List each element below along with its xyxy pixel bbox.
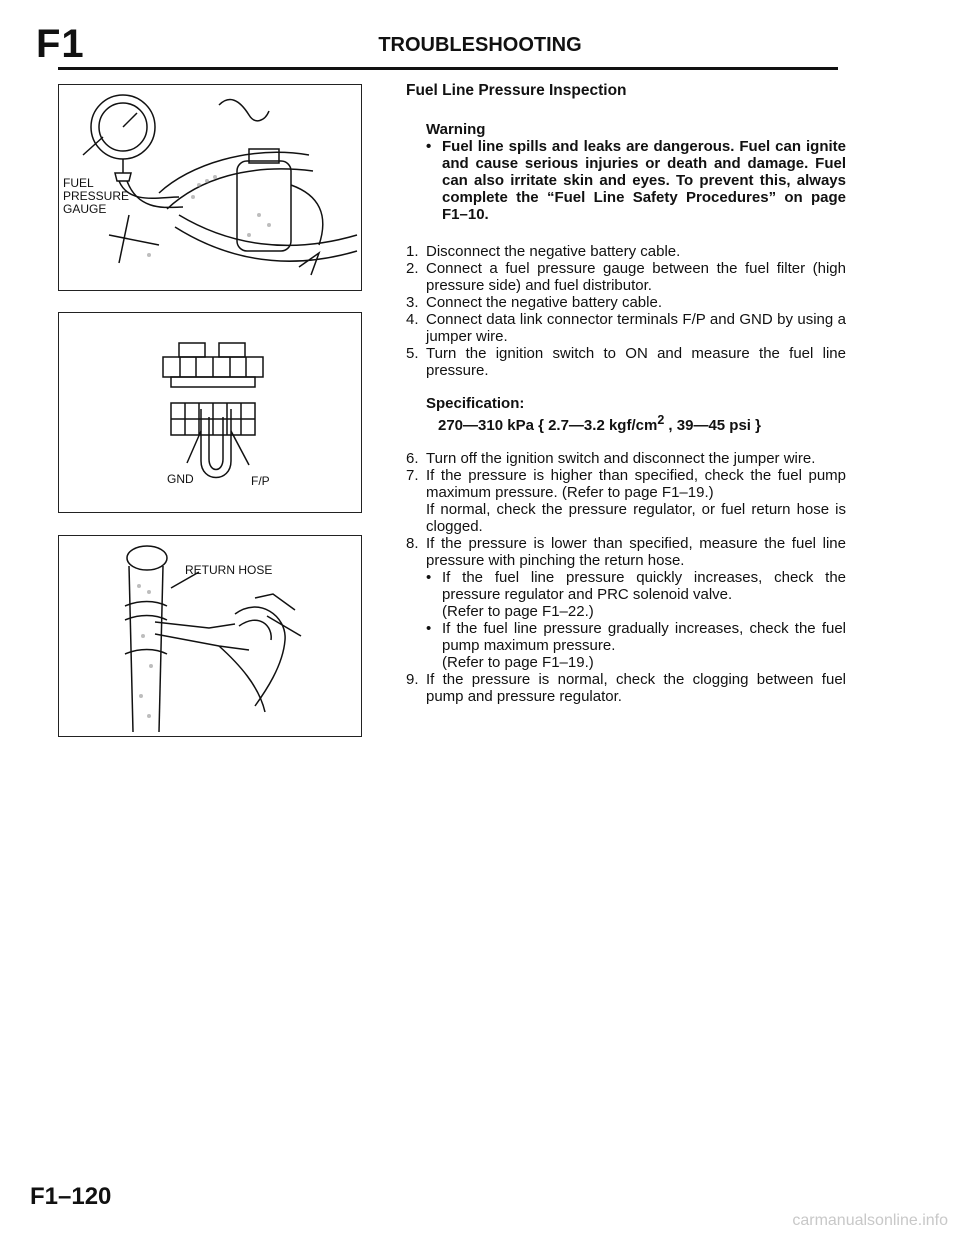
spec-value-psi: , 39—45 psi } (664, 417, 761, 434)
step-item (394, 671, 846, 705)
step-number: 7. (406, 467, 419, 484)
page-title: TROUBLESHOOTING (378, 34, 582, 56)
bullet-text: If the fuel line pressure gradually increases, check the fuel pump maximum pressure. (442, 620, 846, 654)
bullet-text: If the fuel line pressure quickly increases, check the pressure regulator and PRC solenoid valve. (442, 569, 846, 603)
step-text: Connect the negative battery cable. (426, 294, 662, 311)
step-number: 5. (406, 345, 419, 362)
return-hose-label: RETURN HOSE (185, 563, 273, 577)
step-note: If normal, check the pressure regulator, or fuel return hose is clogged. (426, 501, 846, 535)
step-item (394, 294, 846, 311)
step-item (394, 450, 846, 467)
step-item (394, 467, 846, 535)
specification-block (426, 395, 846, 434)
step-text: If the pressure is higher than specified, check the fuel pump maximum pressure. (Refer to page F1–19.) (426, 467, 846, 501)
step-number: 9. (406, 671, 419, 688)
steps-list (394, 243, 846, 379)
spec-value-superscript: 2 (657, 413, 665, 427)
steps-list-continued (394, 450, 846, 705)
warning-block (426, 121, 846, 223)
step-number: 6. (406, 450, 419, 467)
step-item (394, 243, 846, 260)
step-number: 3. (406, 294, 419, 311)
procedure-content (394, 82, 846, 705)
fuel-pressure-gauge-label: FUEL PRESSURE GAUGE (63, 176, 130, 216)
data-link-connector-diagram (59, 313, 361, 512)
warning-heading: Warning (426, 121, 486, 138)
step-text: Disconnect the negative battery cable. (426, 243, 681, 260)
step-item (394, 311, 846, 345)
watermark: carmanualsonline.info (792, 1212, 948, 1229)
step-item (394, 260, 846, 294)
step-text: Turn the ignition switch to ON and measure the fuel line pressure. (426, 345, 846, 379)
specification-value (426, 412, 846, 434)
bullet-reference: (Refer to page F1–22.) (442, 603, 594, 620)
gnd-terminal-label: GND (167, 472, 194, 486)
warning-text: • Fuel line spills and leaks are dangerous. Fuel can ignite and cause serious injuries or death and damage. Fuel can also irritate skin and eyes. To prevent this, always complete the “Fuel Line Safety Procedures” on page F1–10. (426, 138, 846, 223)
step-text: Turn off the ignition switch and disconnect the jumper wire. (426, 450, 816, 467)
data-link-connector-figure (58, 312, 362, 513)
step-item (394, 535, 846, 671)
header-divider (58, 67, 838, 70)
step-number: 8. (406, 535, 419, 552)
step-number: 4. (406, 311, 419, 328)
spec-value-main: 270—310 kPa { 2.7—3.2 kgf/cm (438, 417, 658, 434)
section-code: F1 (36, 22, 85, 66)
step-bullet (426, 620, 846, 671)
bullet-reference: (Refer to page F1–19.) (442, 654, 594, 671)
step-number: 2. (406, 260, 419, 277)
step-text: Connect a fuel pressure gauge between the fuel filter (high pressure side) and fuel distributor. (426, 260, 846, 294)
fp-terminal-label: F/P (251, 474, 270, 488)
return-hose-figure (58, 535, 362, 737)
section-title: Fuel Line Pressure Inspection (406, 82, 627, 99)
step-item (394, 345, 846, 379)
step-text: If the pressure is normal, check the clogging between fuel pump and pressure regulator. (426, 671, 846, 705)
step-text: Connect data link connector terminals F/P and GND by using a jumper wire. (426, 311, 846, 345)
step-number: 1. (406, 243, 419, 260)
specification-heading: Specification: (426, 395, 525, 412)
fuel-pressure-gauge-figure (58, 84, 362, 291)
page-number: F1–120 (30, 1183, 112, 1210)
step-text: If the pressure is lower than specified, measure the fuel line pressure with pinching the return hose. (426, 535, 846, 569)
step-bullet (426, 569, 846, 620)
